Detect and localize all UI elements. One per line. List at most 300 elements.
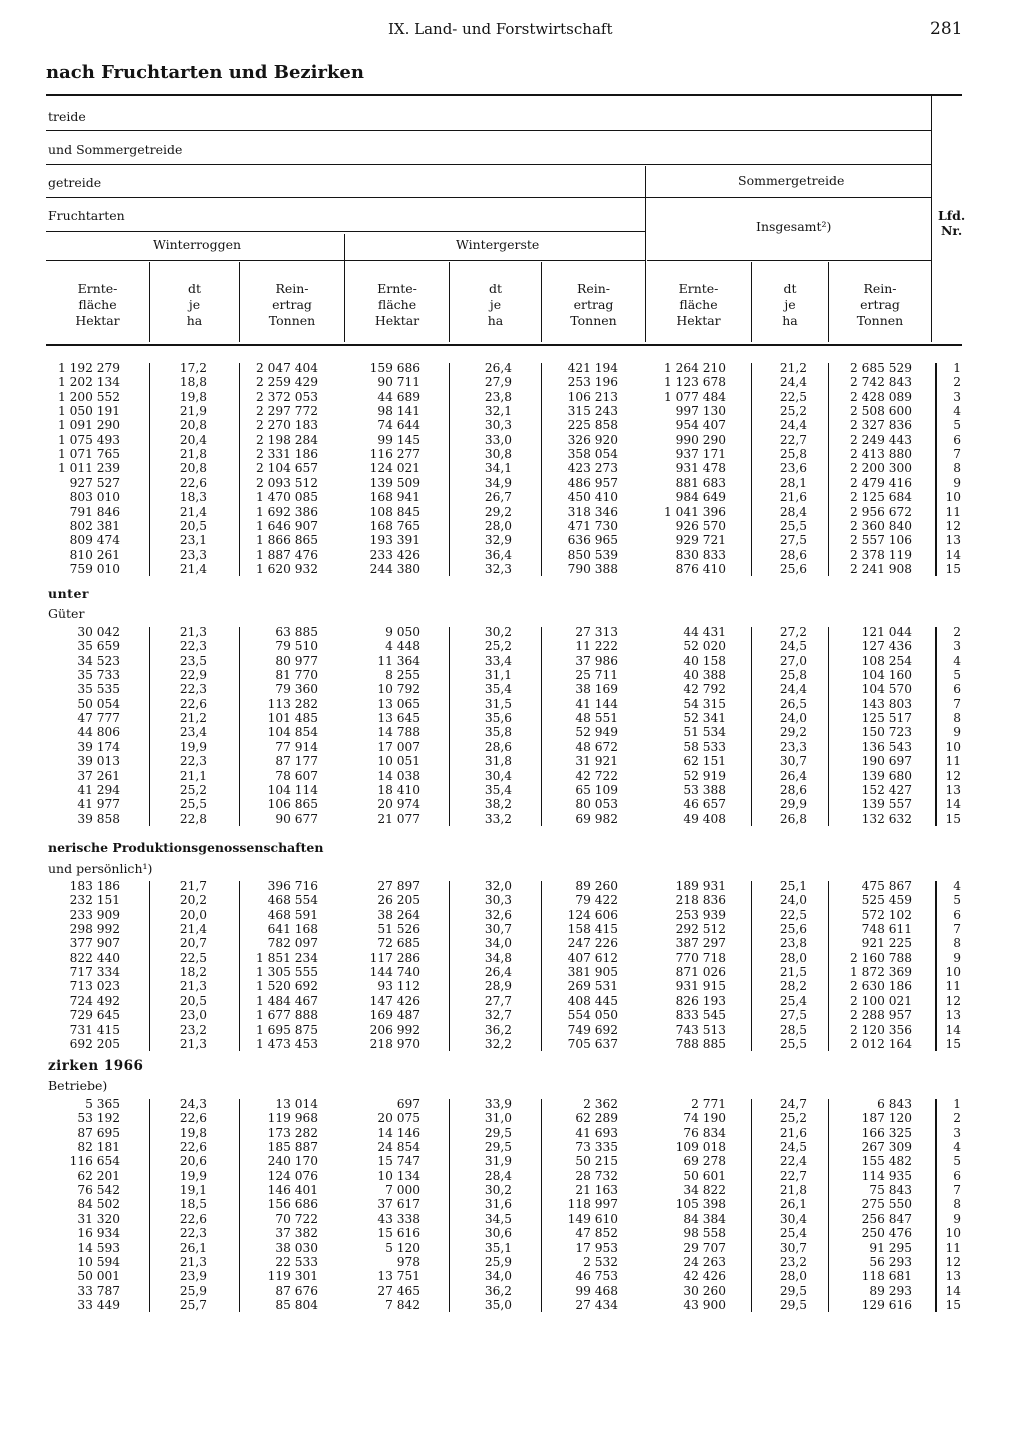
- cell-roggen-flaeche: 1 011 239: [57, 461, 120, 476]
- cell-sommer-dt: 26,5: [779, 696, 807, 711]
- cell-sommer-flaeche: 76 834: [683, 1125, 726, 1140]
- cell-gerste-flaeche: 18 410: [377, 782, 420, 797]
- cell-lfd-nr: 6: [953, 682, 961, 697]
- cell-gerste-flaeche: 15 747: [377, 1154, 420, 1169]
- cell-sommer-ertrag: 275 550: [861, 1197, 912, 1212]
- cell-gerste-flaeche: 27 465: [377, 1283, 420, 1298]
- cell-gerste-dt: 34,8: [484, 950, 512, 965]
- table-row: [0, 1284, 1024, 1298]
- cell-sommer-dt: 23,8: [779, 936, 807, 951]
- cell-gerste-flaeche: 978: [396, 1254, 420, 1269]
- cell-roggen-ertrag: 1 473 453: [255, 1036, 318, 1051]
- cell-sommer-dt: 24,0: [779, 711, 807, 726]
- cell-gerste-ertrag: 65 109: [575, 782, 618, 797]
- cell-gerste-dt: 30,6: [484, 1226, 512, 1241]
- cell-roggen-dt: 21,3: [179, 625, 207, 639]
- cell-sommer-dt: 30,7: [779, 1240, 807, 1255]
- cell-gerste-ertrag: 326 920: [567, 432, 618, 447]
- cell-gerste-flaeche: 10 792: [377, 682, 420, 697]
- cell-gerste-dt: 28,4: [484, 1168, 512, 1183]
- cell-gerste-flaeche: 24 854: [377, 1140, 420, 1155]
- cell-roggen-dt: 22,5: [179, 950, 207, 965]
- cell-roggen-ertrag: 101 485: [267, 711, 318, 726]
- cell-gerste-ertrag: 225 858: [567, 418, 618, 433]
- cell-sommer-dt: 28,6: [779, 782, 807, 797]
- cell-gerste-dt: 35,6: [484, 711, 512, 726]
- cell-roggen-dt: 23,1: [179, 533, 207, 548]
- cell-roggen-dt: 21,3: [179, 1036, 207, 1051]
- cell-gerste-flaeche: 168 765: [369, 518, 420, 533]
- table-row: [0, 461, 1024, 475]
- cell-lfd-nr: 9: [953, 1211, 961, 1226]
- cell-sommer-flaeche: 881 683: [675, 475, 726, 490]
- cell-gerste-ertrag: 450 410: [567, 490, 618, 505]
- cell-sommer-dt: 25,1: [779, 879, 807, 893]
- cell-roggen-ertrag: 782 097: [267, 936, 318, 951]
- cell-roggen-ertrag: 1 695 875: [255, 1022, 318, 1037]
- cell-gerste-dt: 34,9: [484, 475, 512, 490]
- cell-roggen-dt: 23,3: [179, 547, 207, 562]
- cell-roggen-ertrag: 81 770: [275, 668, 318, 683]
- cell-sommer-ertrag: 89 293: [869, 1283, 912, 1298]
- cell-lfd-nr: 1: [953, 1097, 961, 1111]
- cell-gerste-dt: 35,4: [484, 782, 512, 797]
- cell-sommer-flaeche: 931 478: [675, 461, 726, 476]
- cell-roggen-dt: 26,1: [179, 1240, 207, 1255]
- cell-roggen-ertrag: 396 716: [267, 879, 318, 893]
- cell-gerste-ertrag: 31 921: [575, 754, 618, 769]
- table-row: [0, 1023, 1024, 1037]
- cell-roggen-ertrag: 173 282: [267, 1125, 318, 1140]
- table-row: [0, 965, 1024, 979]
- cell-roggen-flaeche: 50 054: [77, 696, 120, 711]
- cell-roggen-ertrag: 240 170: [267, 1154, 318, 1169]
- cell-gerste-flaeche: 13 645: [377, 711, 420, 726]
- table-row: [0, 639, 1024, 653]
- cell-sommer-flaeche: 2 771: [691, 1097, 726, 1111]
- cell-roggen-ertrag: 146 401: [267, 1183, 318, 1198]
- cell-sommer-ertrag: 118 681: [861, 1269, 912, 1284]
- cell-gerste-flaeche: 139 509: [369, 475, 420, 490]
- cell-sommer-dt: 28,1: [779, 475, 807, 490]
- table-row: [0, 725, 1024, 739]
- cell-sommer-dt: 25,8: [779, 668, 807, 683]
- cell-gerste-ertrag: 47 852: [575, 1226, 618, 1241]
- cell-lfd-nr: 4: [953, 879, 961, 893]
- cell-roggen-flaeche: 1 050 191: [57, 404, 120, 419]
- cell-roggen-dt: 20,0: [179, 907, 207, 922]
- cell-gerste-ertrag: 46 753: [575, 1269, 618, 1284]
- cell-lfd-nr: 15: [945, 1036, 961, 1051]
- cell-roggen-flaeche: 298 992: [69, 922, 120, 937]
- cell-gerste-dt: 33,2: [484, 811, 512, 826]
- cell-gerste-dt: 25,2: [484, 639, 512, 654]
- cell-sommer-dt: 25,6: [779, 561, 807, 576]
- cell-gerste-ertrag: 158 415: [567, 922, 618, 937]
- cell-gerste-flaeche: 44 689: [377, 389, 420, 404]
- cell-gerste-ertrag: 11 222: [575, 639, 618, 654]
- table-row: [0, 490, 1024, 504]
- cell-roggen-dt: 22,3: [179, 682, 207, 697]
- cell-sommer-flaeche: 50 601: [683, 1168, 726, 1183]
- cell-sommer-flaeche: 830 833: [675, 547, 726, 562]
- cell-roggen-dt: 23,5: [179, 653, 207, 668]
- cell-gerste-ertrag: 28 732: [575, 1168, 618, 1183]
- cell-roggen-ertrag: 2 104 657: [255, 461, 318, 476]
- cell-sommer-flaeche: 1 264 210: [663, 361, 726, 375]
- cell-sommer-ertrag: 1 872 369: [849, 965, 912, 980]
- cell-gerste-dt: 28,9: [484, 979, 512, 994]
- cell-sommer-ertrag: 475 867: [861, 879, 912, 893]
- cell-roggen-dt: 22,6: [179, 1140, 207, 1155]
- cell-sommer-dt: 25,6: [779, 922, 807, 937]
- cell-sommer-ertrag: 2 557 106: [849, 533, 912, 548]
- cell-lfd-nr: 11: [945, 504, 961, 519]
- cell-lfd-nr: 12: [945, 768, 961, 783]
- cell-sommer-ertrag: 2 288 957: [849, 1008, 912, 1023]
- cell-gerste-ertrag: 315 243: [567, 404, 618, 419]
- table-row: [0, 893, 1024, 907]
- cell-roggen-dt: 25,7: [179, 1297, 207, 1312]
- cell-roggen-ertrag: 1 887 476: [255, 547, 318, 562]
- table-row: [0, 1126, 1024, 1140]
- cell-roggen-ertrag: 1 851 234: [255, 950, 318, 965]
- cell-roggen-ertrag: 63 885: [275, 625, 318, 639]
- cell-roggen-ertrag: 90 677: [275, 811, 318, 826]
- cell-roggen-dt: 18,8: [179, 375, 207, 390]
- cell-sommer-ertrag: 125 517: [861, 711, 912, 726]
- cell-lfd-nr: 4: [953, 1140, 961, 1155]
- cell-sommer-flaeche: 54 315: [683, 696, 726, 711]
- cell-roggen-dt: 19,9: [179, 739, 207, 754]
- cell-gerste-flaeche: 10 134: [377, 1168, 420, 1183]
- cell-sommer-ertrag: 2 249 443: [849, 432, 912, 447]
- cell-roggen-flaeche: 724 492: [69, 993, 120, 1008]
- cell-gerste-ertrag: 471 730: [567, 518, 618, 533]
- cell-lfd-nr: 13: [945, 533, 961, 548]
- head-rule-2: [46, 164, 931, 165]
- cell-sommer-dt: 27,0: [779, 653, 807, 668]
- cell-gerste-dt: 28,0: [484, 518, 512, 533]
- cell-roggen-dt: 22,6: [179, 1111, 207, 1126]
- cell-roggen-flaeche: 87 695: [77, 1125, 120, 1140]
- cell-lfd-nr: 5: [953, 418, 961, 433]
- cell-sommer-dt: 29,5: [779, 1283, 807, 1298]
- cell-gerste-ertrag: 269 531: [567, 979, 618, 994]
- cell-lfd-nr: 2: [953, 1111, 961, 1126]
- cell-sommer-flaeche: 871 026: [675, 965, 726, 980]
- table-row: [0, 740, 1024, 754]
- cell-roggen-dt: 20,2: [179, 893, 207, 908]
- cell-lfd-nr: 6: [953, 907, 961, 922]
- cell-roggen-flaeche: 377 907: [69, 936, 120, 951]
- cell-gerste-ertrag: 69 982: [575, 811, 618, 826]
- cell-lfd-nr: 11: [945, 754, 961, 769]
- cell-roggen-dt: 17,2: [179, 361, 207, 375]
- cell-gerste-flaeche: 38 264: [377, 907, 420, 922]
- cell-roggen-flaeche: 35 733: [77, 668, 120, 683]
- cell-sommer-flaeche: 44 431: [683, 625, 726, 639]
- cell-gerste-flaeche: 4 448: [385, 639, 420, 654]
- cell-sommer-flaeche: 52 020: [683, 639, 726, 654]
- cell-roggen-ertrag: 87 676: [275, 1283, 318, 1298]
- cell-sommer-flaeche: 105 398: [675, 1197, 726, 1212]
- cell-sommer-ertrag: 2 742 843: [849, 375, 912, 390]
- cell-gerste-ertrag: 73 335: [575, 1140, 618, 1155]
- cell-roggen-ertrag: 1 646 907: [255, 518, 318, 533]
- table-row: [0, 519, 1024, 533]
- cell-sommer-flaeche: 990 290: [675, 432, 726, 447]
- cell-gerste-ertrag: 636 965: [567, 533, 618, 548]
- cell-gerste-flaeche: 8 255: [385, 668, 420, 683]
- cell-gerste-ertrag: 421 194: [567, 361, 618, 375]
- cell-roggen-ertrag: 2 331 186: [255, 447, 318, 462]
- table-row: [0, 447, 1024, 461]
- colhead-gerste-dt: dt je ha: [487, 281, 504, 328]
- table-row: [0, 1097, 1024, 1111]
- cell-roggen-ertrag: 104 854: [267, 725, 318, 740]
- cell-gerste-flaeche: 168 941: [369, 490, 420, 505]
- cell-gerste-flaeche: 90 711: [377, 375, 420, 390]
- cell-gerste-flaeche: 147 426: [369, 993, 420, 1008]
- cell-sommer-flaeche: 189 931: [675, 879, 726, 893]
- cell-roggen-ertrag: 80 977: [275, 653, 318, 668]
- cell-sommer-ertrag: 2 685 529: [849, 361, 912, 375]
- colhead-roggen-dt: dt je ha: [186, 281, 203, 328]
- cell-sommer-flaeche: 24 263: [683, 1254, 726, 1269]
- cell-sommer-ertrag: 748 611: [861, 922, 912, 937]
- cell-roggen-flaeche: 16 934: [77, 1226, 120, 1241]
- cell-roggen-flaeche: 34 523: [77, 653, 120, 668]
- cell-sommer-dt: 26,1: [779, 1197, 807, 1212]
- cell-lfd-nr: 8: [953, 1197, 961, 1212]
- table-row: [0, 1169, 1024, 1183]
- cell-roggen-dt: 20,8: [179, 461, 207, 476]
- table-row: [0, 1269, 1024, 1283]
- cell-gerste-ertrag: 149 610: [567, 1211, 618, 1226]
- cell-roggen-dt: 19,1: [179, 1183, 207, 1198]
- cell-sommer-dt: 23,3: [779, 739, 807, 754]
- cell-gerste-flaeche: 26 205: [377, 893, 420, 908]
- cell-sommer-dt: 27,2: [779, 625, 807, 639]
- cell-sommer-dt: 22,5: [779, 389, 807, 404]
- cell-roggen-flaeche: 62 201: [77, 1168, 120, 1183]
- cell-sommer-ertrag: 2 125 684: [849, 490, 912, 505]
- cell-sommer-dt: 25,5: [779, 1036, 807, 1051]
- cell-gerste-flaeche: 20 974: [377, 797, 420, 812]
- cell-sommer-dt: 27,5: [779, 1008, 807, 1023]
- cell-gerste-ertrag: 89 260: [575, 879, 618, 893]
- cell-roggen-flaeche: 803 010: [69, 490, 120, 505]
- cell-roggen-dt: 20,8: [179, 418, 207, 433]
- cell-lfd-nr: 10: [945, 490, 961, 505]
- cell-gerste-ertrag: 423 273: [567, 461, 618, 476]
- cell-gerste-flaeche: 15 616: [377, 1226, 420, 1241]
- table-row: [0, 936, 1024, 950]
- cell-roggen-ertrag: 468 554: [267, 893, 318, 908]
- cell-roggen-dt: 23,4: [179, 725, 207, 740]
- cell-sommer-dt: 22,7: [779, 1168, 807, 1183]
- cell-gerste-flaeche: 5 120: [385, 1240, 420, 1255]
- cell-gerste-ertrag: 118 997: [567, 1197, 618, 1212]
- cell-gerste-dt: 26,4: [484, 361, 512, 375]
- table-row: [0, 418, 1024, 432]
- cell-gerste-ertrag: 253 196: [567, 375, 618, 390]
- cell-sommer-ertrag: 150 723: [861, 725, 912, 740]
- cell-gerste-flaeche: 124 021: [369, 461, 420, 476]
- cell-roggen-ertrag: 70 722: [275, 1211, 318, 1226]
- cell-gerste-ertrag: 790 388: [567, 561, 618, 576]
- table-row: [0, 711, 1024, 725]
- head-label-nr: Nr.: [941, 223, 963, 238]
- cell-roggen-dt: 20,6: [179, 1154, 207, 1169]
- cell-lfd-nr: 14: [945, 547, 961, 562]
- table-head-bottom-rule: [46, 344, 962, 346]
- cell-sommer-ertrag: 132 632: [861, 811, 912, 826]
- cell-sommer-ertrag: 139 557: [861, 797, 912, 812]
- cell-sommer-ertrag: 2 360 840: [849, 518, 912, 533]
- cell-gerste-dt: 30,7: [484, 922, 512, 937]
- cell-sommer-flaeche: 954 407: [675, 418, 726, 433]
- cell-sommer-flaeche: 218 836: [675, 893, 726, 908]
- cell-sommer-ertrag: 2 327 836: [849, 418, 912, 433]
- cell-lfd-nr: 10: [945, 739, 961, 754]
- cell-roggen-ertrag: 13 014: [275, 1097, 318, 1111]
- cell-lfd-nr: 6: [953, 1168, 961, 1183]
- cell-roggen-ertrag: 156 686: [267, 1197, 318, 1212]
- table-row: [0, 505, 1024, 519]
- head-label-lfd: Lfd.: [938, 208, 966, 223]
- cell-sommer-flaeche: 43 900: [683, 1297, 726, 1312]
- cell-sommer-flaeche: 253 939: [675, 907, 726, 922]
- table-row: [0, 697, 1024, 711]
- cell-gerste-flaeche: 697: [396, 1097, 420, 1111]
- cell-sommer-dt: 24,4: [779, 375, 807, 390]
- cell-gerste-ertrag: 408 445: [567, 993, 618, 1008]
- cell-sommer-dt: 28,2: [779, 979, 807, 994]
- cell-sommer-ertrag: 2 413 880: [849, 447, 912, 462]
- section-label: zirken 1966: [48, 1058, 144, 1074]
- cell-gerste-flaeche: 193 391: [369, 533, 420, 548]
- cell-gerste-ertrag: 80 053: [575, 797, 618, 812]
- cell-sommer-ertrag: 190 697: [861, 754, 912, 769]
- cell-roggen-dt: 21,4: [179, 922, 207, 937]
- cell-sommer-ertrag: 2 479 416: [849, 475, 912, 490]
- cell-gerste-dt: 31,5: [484, 696, 512, 711]
- cell-gerste-dt: 30,8: [484, 447, 512, 462]
- table-row: [0, 951, 1024, 965]
- table-row: [0, 375, 1024, 389]
- cell-lfd-nr: 8: [953, 711, 961, 726]
- cell-lfd-nr: 10: [945, 965, 961, 980]
- cell-roggen-ertrag: 87 177: [275, 754, 318, 769]
- cell-roggen-ertrag: 1 692 386: [255, 504, 318, 519]
- cell-gerste-dt: 28,6: [484, 739, 512, 754]
- table-row: [0, 908, 1024, 922]
- cell-sommer-dt: 28,5: [779, 1022, 807, 1037]
- cell-lfd-nr: 1: [953, 361, 961, 375]
- cell-roggen-dt: 20,5: [179, 518, 207, 533]
- cell-gerste-ertrag: 247 226: [567, 936, 618, 951]
- cell-sommer-dt: 21,6: [779, 490, 807, 505]
- cell-gerste-ertrag: 38 169: [575, 682, 618, 697]
- cell-gerste-dt: 30,2: [484, 625, 512, 639]
- cell-sommer-ertrag: 2 241 908: [849, 561, 912, 576]
- cell-roggen-flaeche: 5 365: [85, 1097, 120, 1111]
- cell-sommer-ertrag: 2 630 186: [849, 979, 912, 994]
- cell-sommer-dt: 24,4: [779, 682, 807, 697]
- cell-gerste-flaeche: 233 426: [369, 547, 420, 562]
- cell-sommer-flaeche: 58 533: [683, 739, 726, 754]
- cell-sommer-ertrag: 129 616: [861, 1297, 912, 1312]
- cell-gerste-flaeche: 93 112: [377, 979, 420, 994]
- cell-lfd-nr: 5: [953, 668, 961, 683]
- colhead-sommer-dt: dt je ha: [782, 281, 798, 328]
- page-number: 281: [930, 19, 963, 39]
- cell-roggen-flaeche: 37 261: [77, 768, 120, 783]
- cell-sommer-flaeche: 937 171: [675, 447, 726, 462]
- cell-roggen-ertrag: 1 620 932: [255, 561, 318, 576]
- cell-gerste-dt: 32,6: [484, 907, 512, 922]
- cell-sommer-flaeche: 34 822: [683, 1183, 726, 1198]
- cell-roggen-flaeche: 810 261: [69, 547, 120, 562]
- cell-sommer-flaeche: 52 919: [683, 768, 726, 783]
- cell-roggen-dt: 18,5: [179, 1197, 207, 1212]
- cell-sommer-dt: 23,6: [779, 461, 807, 476]
- cell-sommer-dt: 21,6: [779, 1125, 807, 1140]
- cell-gerste-ertrag: 318 346: [567, 504, 618, 519]
- cell-gerste-flaeche: 206 992: [369, 1022, 420, 1037]
- cell-roggen-ertrag: 468 591: [267, 907, 318, 922]
- cell-sommer-dt: 30,4: [779, 1211, 807, 1226]
- cell-sommer-ertrag: 104 570: [861, 682, 912, 697]
- table-row: [0, 769, 1024, 783]
- cell-gerste-ertrag: 554 050: [567, 1008, 618, 1023]
- cell-sommer-ertrag: 108 254: [861, 653, 912, 668]
- table-row: [0, 979, 1024, 993]
- cell-gerste-ertrag: 381 905: [567, 965, 618, 980]
- cell-sommer-flaeche: 743 513: [675, 1022, 726, 1037]
- cell-sommer-flaeche: 84 384: [683, 1211, 726, 1226]
- cell-roggen-flaeche: 183 186: [69, 879, 120, 893]
- cell-gerste-dt: 32,7: [484, 1008, 512, 1023]
- cell-sommer-flaeche: 46 657: [683, 797, 726, 812]
- table-row: [0, 1241, 1024, 1255]
- cell-gerste-dt: 32,0: [484, 879, 512, 893]
- cell-gerste-ertrag: 79 422: [575, 893, 618, 908]
- cell-gerste-ertrag: 486 957: [567, 475, 618, 490]
- table-top-rule: [46, 94, 962, 96]
- cell-sommer-flaeche: 833 545: [675, 1008, 726, 1023]
- section-label: und persönlich¹): [48, 861, 153, 876]
- cell-roggen-ertrag: 79 360: [275, 682, 318, 697]
- cell-gerste-flaeche: 218 970: [369, 1036, 420, 1051]
- cell-roggen-ertrag: 1 677 888: [255, 1008, 318, 1023]
- table-row: [0, 1140, 1024, 1154]
- cell-gerste-ertrag: 2 532: [583, 1254, 618, 1269]
- cell-gerste-flaeche: 144 740: [369, 965, 420, 980]
- cell-gerste-dt: 29,2: [484, 504, 512, 519]
- cell-gerste-ertrag: 124 606: [567, 907, 618, 922]
- cell-gerste-flaeche: 14 788: [377, 725, 420, 740]
- cell-roggen-dt: 21,2: [179, 711, 207, 726]
- cell-lfd-nr: 4: [953, 404, 961, 419]
- cell-gerste-flaeche: 98 141: [377, 404, 420, 419]
- cell-lfd-nr: 12: [945, 1254, 961, 1269]
- cell-sommer-flaeche: 42 792: [683, 682, 726, 697]
- cell-roggen-dt: 22,3: [179, 639, 207, 654]
- head-label-fruchtarten: Fruchtarten: [48, 208, 125, 223]
